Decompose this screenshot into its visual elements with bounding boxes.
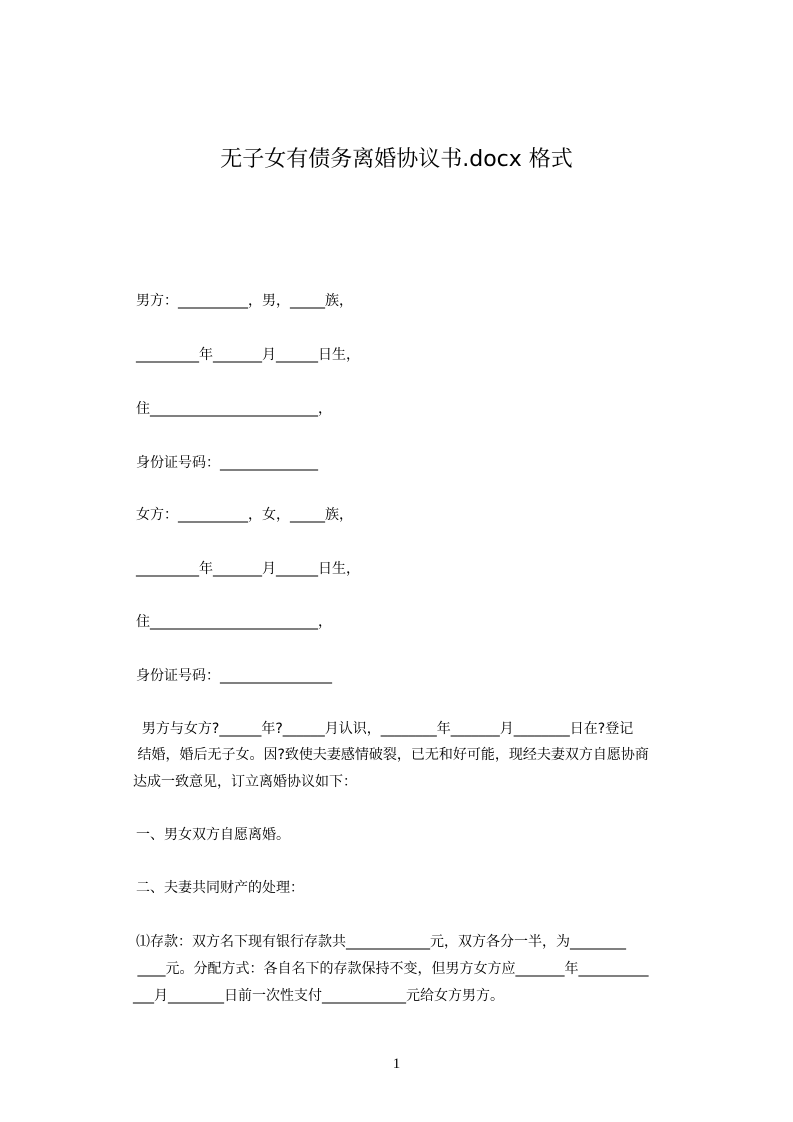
text-line: 身份证号码：________________ (136, 668, 332, 684)
text-line: _________年_______月______日生， (136, 561, 360, 577)
text-line: 住________________________， (136, 614, 332, 630)
text-line: ____元。分配方式：各自名下的存款保持不变，但男方女方应_______年__________ (133, 961, 649, 977)
text-line: 男方与女方?______年?______月认识，________年_______月________日在?登记 (133, 721, 634, 737)
section-heading: 一、男女双方自愿离婚。 (136, 827, 290, 843)
text-line: 男方：__________，男，_____族， (136, 293, 353, 309)
text-line: 身份证号码：______________ (136, 455, 318, 471)
page-number: 1 (392, 1056, 401, 1072)
document-title: 无子女有债务离婚协议书.docx 格式 (220, 147, 573, 172)
text-line: 达成一致意见，订立离婚协议如下： (133, 774, 357, 790)
text-line: ___月________日前一次性支付____________元给女方男方。 (133, 988, 504, 1004)
text-line: _________年_______月______日生， (136, 347, 360, 363)
text-line: 女方：__________，女，_____族， (136, 507, 353, 523)
section-heading: 二、夫妻共同财产的处理： (136, 880, 304, 896)
text-line: 住________________________， (136, 401, 332, 417)
text-line: ⑴存款：双方名下现有银行存款共____________元，双方各分一半，为________ (136, 934, 626, 950)
text-line: 结婚，婚后无子女。因?致使夫妻感情破裂，已无和好可能，现经夫妻双方自愿协商 (133, 747, 649, 763)
